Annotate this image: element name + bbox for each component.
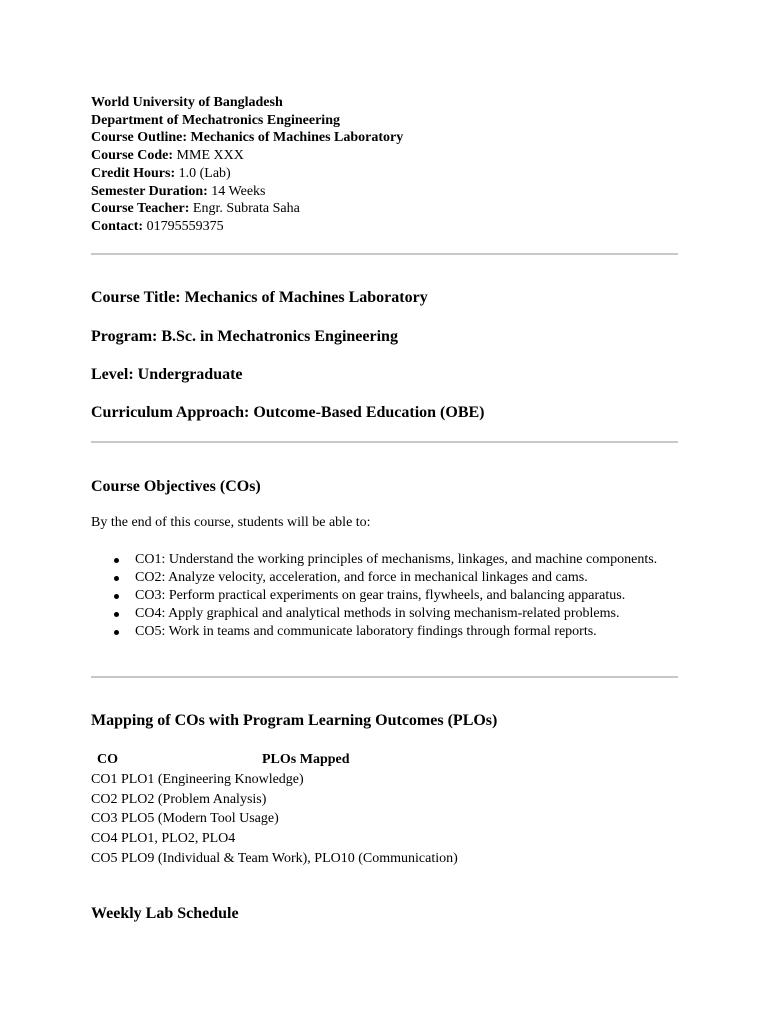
divider xyxy=(91,676,678,678)
course-outline-title: Course Outline: Mechanics of Machines Laboratory xyxy=(91,130,404,146)
table-row: CO2 PLO2 (Problem Analysis) xyxy=(91,791,267,807)
list-item: CO2: Analyze velocity, acceleration, and force in mechanical linkages and cams. xyxy=(91,569,678,587)
mapping-heading: Mapping of COs with Program Learning Outcomes (PLOs) xyxy=(91,712,498,729)
contact-line xyxy=(91,218,403,236)
level-heading: Level: Undergraduate xyxy=(91,366,243,383)
semester-duration-label: Semester Duration: xyxy=(91,183,208,199)
list-item: CO3: Perform practical experiments on gear trains, flywheels, and balancing apparatus. xyxy=(91,587,678,605)
credit-hours-line xyxy=(91,165,403,183)
course-code-label: Course Code: xyxy=(91,148,174,164)
semester-duration-value: 14 Weeks xyxy=(207,183,266,199)
credit-hours-value: 1.0 (Lab) xyxy=(175,165,231,181)
contact-value: 01795559375 xyxy=(143,218,224,234)
objectives-intro: By the end of this course, students will be able to: xyxy=(91,515,371,530)
course-code-line xyxy=(91,147,403,165)
course-teacher-label: Course Teacher: xyxy=(91,201,190,217)
semester-duration-line xyxy=(91,183,403,201)
course-objectives-list xyxy=(91,551,678,641)
co-plo-mapping-table xyxy=(91,750,458,869)
divider xyxy=(91,253,678,255)
divider xyxy=(91,441,678,443)
weekly-lab-schedule-heading: Weekly Lab Schedule xyxy=(91,905,239,922)
list-item: CO4: Apply graphical and analytical methods in solving mechanism-related problems. xyxy=(91,605,678,623)
program-heading: Program: B.Sc. in Mechatronics Engineering xyxy=(91,328,398,345)
course-objectives-heading: Course Objectives (COs) xyxy=(91,478,261,495)
course-header xyxy=(91,94,403,236)
credit-hours-label: Credit Hours: xyxy=(91,165,176,181)
list-item: CO5: Work in teams and communicate laboratory findings through formal reports. xyxy=(91,623,678,641)
column-header-plos: PLOs Mapped xyxy=(262,752,350,767)
department-name: Department of Mechatronics Engineering xyxy=(91,112,340,128)
table-row: CO1 PLO1 (Engineering Knowledge) xyxy=(91,771,304,787)
university-name: World University of Bangladesh xyxy=(91,95,283,110)
course-teacher-line xyxy=(91,200,403,218)
table-row: CO5 PLO9 (Individual & Team Work), PLO10 (Communication) xyxy=(91,850,458,866)
curriculum-approach-heading: Curriculum Approach: Outcome-Based Education (OBE) xyxy=(91,404,485,421)
table-row: CO3 PLO5 (Modern Tool Usage) xyxy=(91,811,279,827)
list-item: CO1: Understand the working principles of mechanisms, linkages, and machine components. xyxy=(91,551,678,569)
course-code-value: MME XXX xyxy=(173,148,244,164)
table-header xyxy=(91,750,458,770)
column-header-co: CO xyxy=(97,752,118,767)
contact-label: Contact: xyxy=(91,218,144,234)
course-title-heading: Course Title: Mechanics of Machines Laboratory xyxy=(91,289,428,306)
table-row: CO4 PLO1, PLO2, PLO4 xyxy=(91,831,236,847)
course-teacher-value: Engr. Subrata Saha xyxy=(189,201,300,217)
